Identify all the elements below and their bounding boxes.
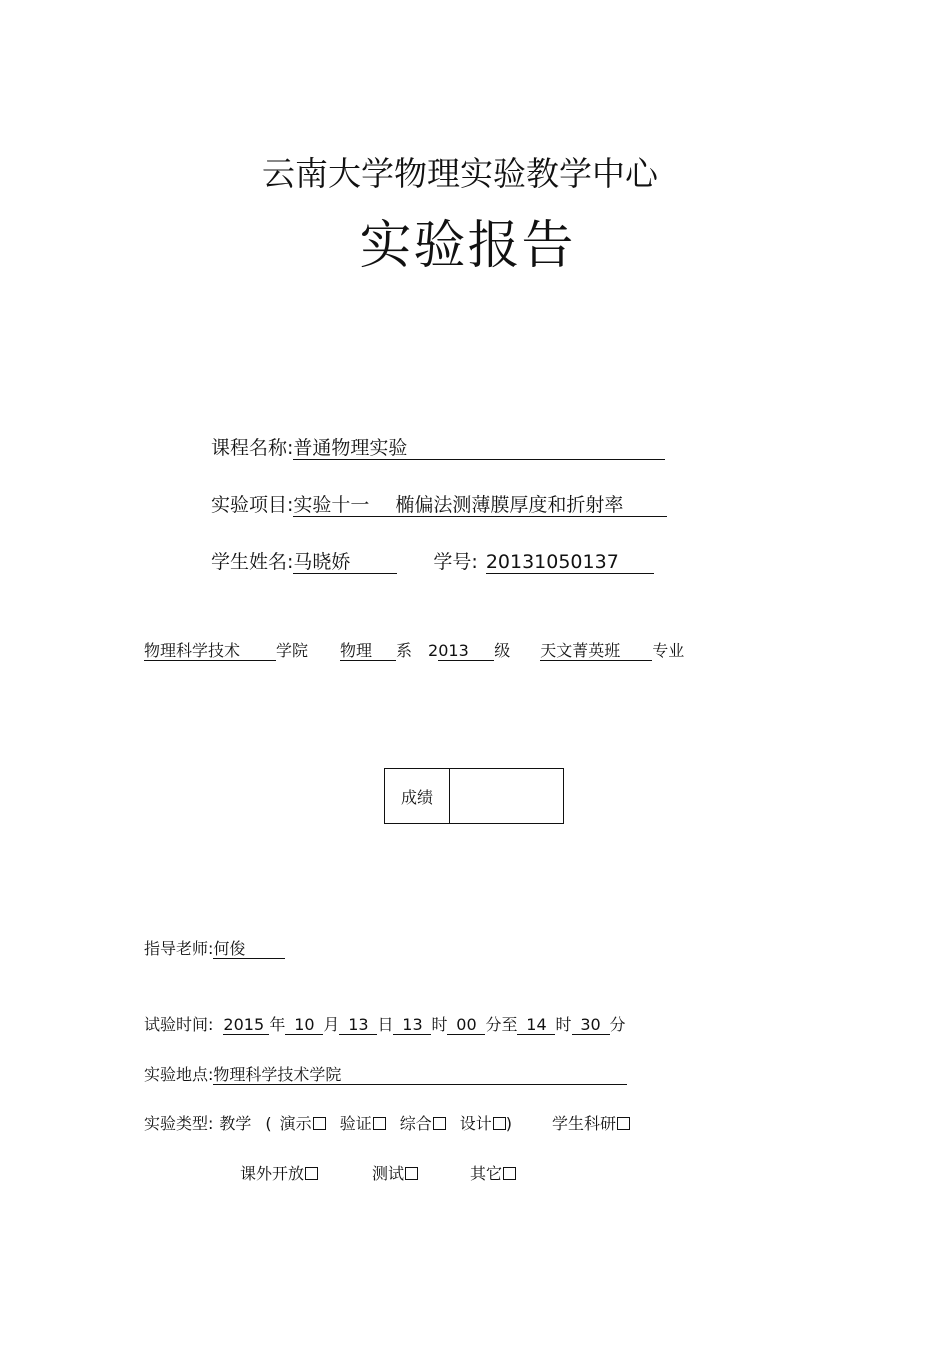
type-other-label: 其它	[470, 1164, 503, 1183]
type-demo-label: 演示	[279, 1114, 312, 1133]
grade-table	[384, 768, 564, 824]
college-value: 物理科学技术	[144, 642, 276, 661]
grade-year-value: 013	[438, 642, 494, 661]
time-day: 13	[339, 1016, 377, 1035]
dept-suffix: 系	[396, 641, 413, 660]
type-label: 实验类型:	[144, 1114, 214, 1133]
course-label: 课程名称:	[211, 437, 294, 459]
student-id-value: 20131050137	[486, 552, 654, 574]
type-close-paren: )	[505, 1114, 512, 1133]
student-row	[211, 547, 654, 574]
type-other-checkbox[interactable]	[503, 1167, 516, 1180]
type-verify-label: 验证	[339, 1114, 372, 1133]
teacher-value: 何俊	[213, 940, 285, 959]
time-min-start-unit: 分至	[485, 1015, 518, 1034]
student-id-label: 学号:	[433, 551, 478, 573]
time-min-end-unit: 分	[609, 1015, 626, 1034]
grade-suffix: 级	[494, 641, 511, 660]
time-month: 10	[285, 1016, 323, 1035]
grade-label: 成绩	[385, 769, 450, 823]
time-hour-start-unit: 时	[431, 1015, 448, 1034]
time-hour-end-unit: 时	[555, 1015, 572, 1034]
type-test-checkbox[interactable]	[405, 1167, 418, 1180]
student-name-value: 马晓娇	[293, 552, 397, 574]
teacher-row	[144, 936, 285, 959]
major-value: 天文菁英班	[540, 642, 652, 661]
center-name: 云南大学物理实验教学中心	[262, 154, 658, 193]
time-row	[144, 1012, 626, 1035]
time-label: 试验时间:	[144, 1015, 214, 1034]
type-extracurricular-label: 课外开放	[240, 1164, 305, 1183]
type-row	[144, 1111, 630, 1134]
place-label: 实验地点:	[144, 1065, 214, 1084]
time-min-end: 30	[572, 1016, 610, 1035]
department-row	[144, 638, 684, 661]
time-month-unit: 月	[323, 1015, 340, 1034]
major-suffix: 专业	[652, 641, 685, 660]
type-demo-checkbox[interactable]	[313, 1117, 326, 1130]
type-row-2	[240, 1161, 516, 1184]
type-research-label: 学生科研	[551, 1114, 616, 1133]
type-teaching: 教学	[219, 1114, 252, 1133]
type-design-checkbox[interactable]	[493, 1117, 506, 1130]
time-year: 2015	[223, 1016, 269, 1035]
time-hour-start: 13	[393, 1016, 431, 1035]
report-title: 实验报告	[359, 216, 576, 276]
type-extracurricular-checkbox[interactable]	[305, 1167, 318, 1180]
dept-value: 物理	[340, 642, 396, 661]
teacher-label: 指导老师:	[144, 939, 214, 958]
student-name-label: 学生姓名:	[211, 551, 294, 573]
project-value-a: 实验十一	[293, 494, 370, 516]
project-value	[293, 495, 667, 517]
project-label: 实验项目:	[211, 494, 294, 516]
college-suffix: 学院	[276, 641, 309, 660]
grade-prefix: 2	[428, 641, 439, 660]
type-verify-checkbox[interactable]	[373, 1117, 386, 1130]
type-research-checkbox[interactable]	[617, 1117, 630, 1130]
project-row	[211, 490, 667, 517]
time-min-start: 00	[447, 1016, 485, 1035]
time-day-unit: 日	[377, 1015, 394, 1034]
project-value-b: 椭偏法测薄膜厚度和折射率	[395, 494, 624, 516]
grade-value-cell[interactable]	[450, 769, 563, 823]
type-comprehensive-label: 综合	[399, 1114, 432, 1133]
time-year-unit: 年	[269, 1015, 286, 1034]
type-comprehensive-checkbox[interactable]	[433, 1117, 446, 1130]
type-test-label: 测试	[372, 1164, 405, 1183]
place-row	[144, 1062, 627, 1085]
type-open-paren: (	[265, 1114, 272, 1133]
place-value: 物理科学技术学院	[213, 1066, 627, 1085]
course-value: 普通物理实验	[293, 438, 665, 460]
type-design-label: 设计	[459, 1114, 492, 1133]
time-hour-end: 14	[517, 1016, 555, 1035]
course-row	[211, 433, 665, 460]
